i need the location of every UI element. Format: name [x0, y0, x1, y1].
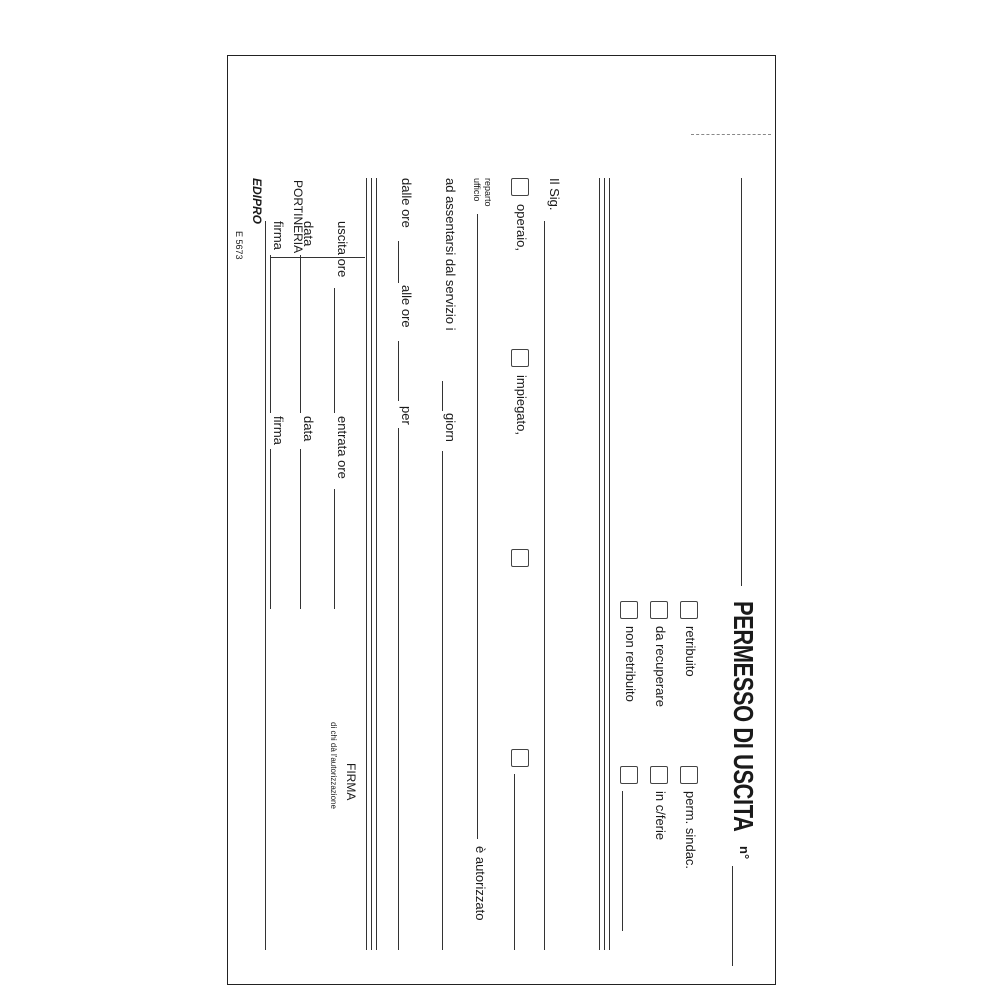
- checkbox-row-3[interactable]: [511, 549, 529, 567]
- perforation-dash: [691, 134, 771, 135]
- form-title: PERMESSO DI USCITA: [728, 601, 759, 832]
- separator-bottom-3: [366, 178, 367, 950]
- label-firma-2: firma: [271, 416, 286, 445]
- label-firma-1: firma: [271, 221, 286, 250]
- label-data-2: data: [301, 416, 316, 442]
- checkbox-row-4[interactable]: [511, 749, 529, 767]
- checkbox-in-c-ferie[interactable]: [650, 766, 668, 784]
- line-il-sig: [544, 221, 545, 950]
- label-alle-ore: alle ore: [399, 285, 414, 328]
- portineria-heading: PORTINERIA: [291, 180, 305, 254]
- line-checkbox-row: [514, 774, 515, 950]
- line-entrata-ore: [334, 489, 335, 609]
- option-non-retribuito: non retribuito: [623, 626, 638, 702]
- label-ad-assentarsi: ad assentarsi dal servizio i: [443, 178, 458, 331]
- option-perm-sindac: perm. sindac.: [683, 791, 698, 870]
- option-in-c-ferie: in c/ferie: [653, 791, 668, 841]
- option-retribuito: retribuito: [683, 626, 698, 677]
- checkbox-perm-sindac[interactable]: [680, 766, 698, 784]
- line-data-1: [300, 255, 301, 413]
- label-operaio: operaio,: [514, 204, 529, 251]
- publisher-brand: EDIPRO: [250, 178, 264, 225]
- checkbox-retribuito[interactable]: [680, 601, 698, 619]
- line-reparto: [477, 214, 478, 839]
- extra-option-line: [622, 791, 623, 931]
- label-e-autorizzato: è autorizzato: [473, 846, 488, 921]
- line-firma-2: [270, 449, 271, 609]
- separator-top-2: [604, 178, 605, 950]
- label-giorni: giorn: [443, 413, 458, 442]
- separator-top-3: [599, 178, 600, 950]
- label-data-1: data: [301, 221, 316, 247]
- line-giorni: [442, 451, 443, 950]
- line-data-2: [300, 449, 301, 609]
- label-reparto: reparto: [483, 178, 493, 207]
- line-firma-1: [270, 255, 271, 413]
- form-number-line: [732, 866, 733, 966]
- line-per: [398, 428, 399, 950]
- checkbox-extra[interactable]: [620, 766, 638, 784]
- label-il-sig: Il Sig.: [547, 178, 562, 211]
- checkbox-operaio[interactable]: [511, 178, 529, 196]
- line-alle-ore: [398, 341, 399, 401]
- line-uscita-ore: [334, 288, 335, 413]
- label-dalle-ore: dalle ore: [399, 178, 414, 228]
- checkbox-da-recuperare[interactable]: [650, 601, 668, 619]
- label-entrata-ore: entrata ore: [335, 416, 350, 479]
- checkbox-non-retribuito[interactable]: [620, 601, 638, 619]
- label-per: per: [399, 406, 414, 425]
- form-number-label: n°: [737, 846, 752, 860]
- publisher-code: E 5673: [234, 231, 244, 260]
- signature-subtitle: di chi dà l'autorizzazione: [329, 722, 338, 809]
- separator-top-1: [609, 178, 610, 950]
- label-impiegato: impiegato,: [514, 375, 529, 435]
- checkbox-impiegato[interactable]: [511, 349, 529, 367]
- label-uscita-ore: uscita ore: [335, 221, 350, 278]
- line-dalle-ore: [398, 241, 399, 283]
- line-giorni-count: [442, 381, 443, 411]
- option-da-recuperare: da recuperare: [653, 626, 668, 707]
- portineria-divider: [271, 257, 365, 258]
- separator-bottom-1: [376, 178, 377, 950]
- header-line: [741, 178, 742, 586]
- signature-label: FIRMA: [344, 763, 358, 801]
- form-content: [228, 56, 773, 982]
- separator-bottom-2: [371, 178, 372, 950]
- label-ufficio: ufficio: [472, 178, 482, 202]
- portineria-end-line: [265, 221, 266, 950]
